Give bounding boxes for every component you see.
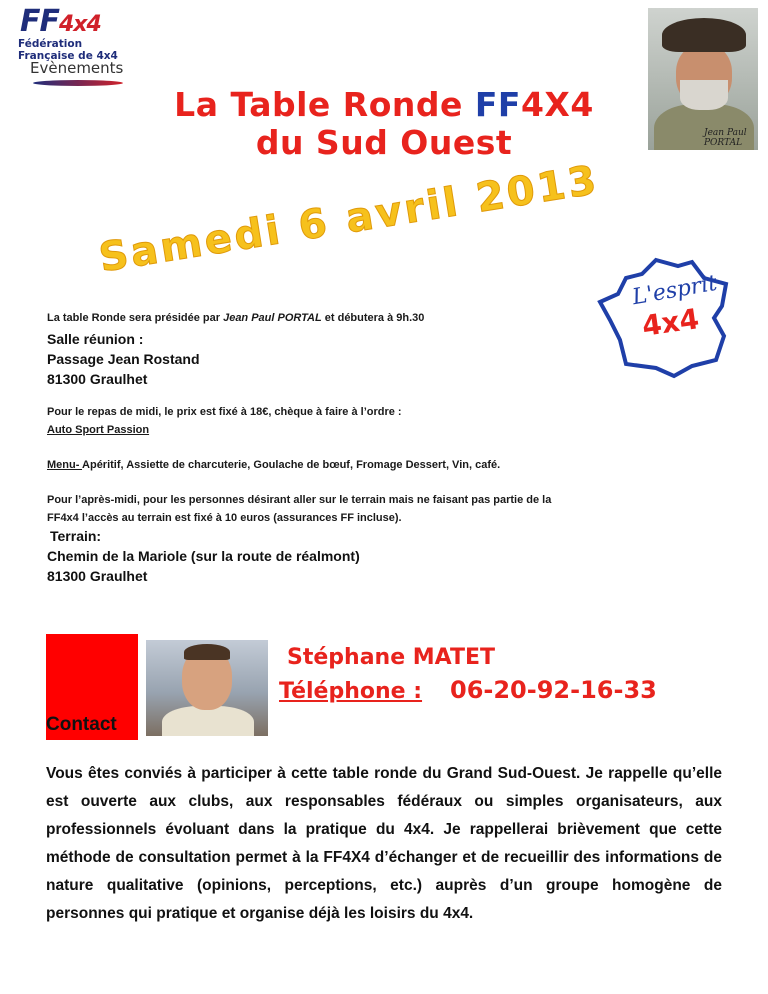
phone-number[interactable]: 06-20-92-16-33: [450, 676, 657, 704]
contact-label: Contact: [46, 714, 117, 735]
contact-photo: [146, 640, 268, 736]
badge-line2: 4x4: [639, 302, 702, 343]
page-title-line1: La Table Ronde FF4X4: [174, 85, 594, 124]
afternoon-line2: FF4x4 l’accès au terrain est fixé à 10 euros (assurances FF incluse).: [47, 512, 402, 524]
lunch-payee: Auto Sport Passion: [47, 424, 150, 436]
menu-line: Menu- Apéritif, Assiette de charcuterie, Goulache de bœuf, Fromage Dessert, Vin, café.: [47, 459, 501, 471]
afternoon-line1: Pour l’après-midi, pour les personnes désirant aller sur le terrain mais ne faisant pas partie de la: [47, 494, 552, 506]
badge-line1: L'esprit: [630, 270, 719, 311]
terrain-city: 81300 Graulhet: [47, 568, 148, 584]
terrain-label: Terrain:: [50, 528, 102, 544]
contact-name: Stéphane MATET: [287, 645, 496, 670]
portrait-signature: Jean Paul PORTAL: [704, 128, 747, 148]
logo-subtitle: Fédération Française de 4x4: [18, 38, 118, 62]
ff4x4-logo: [8, 4, 138, 94]
logo-brand: FF4x4: [20, 4, 101, 39]
phone-label: Téléphone :: [279, 679, 423, 704]
invitation-paragraph: Vous êtes conviés à participer à cette table ronde du Grand Sud-Ouest. Je rappelle qu’elle est ouverte aux clubs, aux responsables fédéraux ou simples organisateurs, aux professionnels évoluant dans la pratique du 4x4. Je rappellerai brièvement que cette méthode de consultation permet à la FF4X4 d’échanger et de recueillir des informations de nature qualitative (opinions, perceptions, etc.) auprès d’un groupe homogène de personnes qui pratique et organise déjà les loisirs du 4x4.: [46, 765, 722, 922]
venue-city: 81300 Graulhet: [47, 371, 148, 387]
event-date: Samedi 6 avril 2013: [96, 156, 603, 282]
page-title-line2: du Sud Ouest: [255, 123, 513, 162]
lunch-text: Pour le repas de midi, le prix est fixé à 18€, chèque à faire à l’ordre :: [47, 406, 402, 418]
president-portrait: [648, 8, 758, 150]
venue-street: Passage Jean Rostand: [47, 351, 200, 367]
terrain-street: Chemin de la Mariole (sur la route de réalmont): [47, 548, 360, 564]
intro-text: La table Ronde sera présidée par Jean Paul PORTAL et débutera à 9h.30: [47, 312, 425, 324]
logo-events: Evènements: [30, 59, 124, 77]
venue-label: Salle réunion :: [47, 331, 144, 347]
